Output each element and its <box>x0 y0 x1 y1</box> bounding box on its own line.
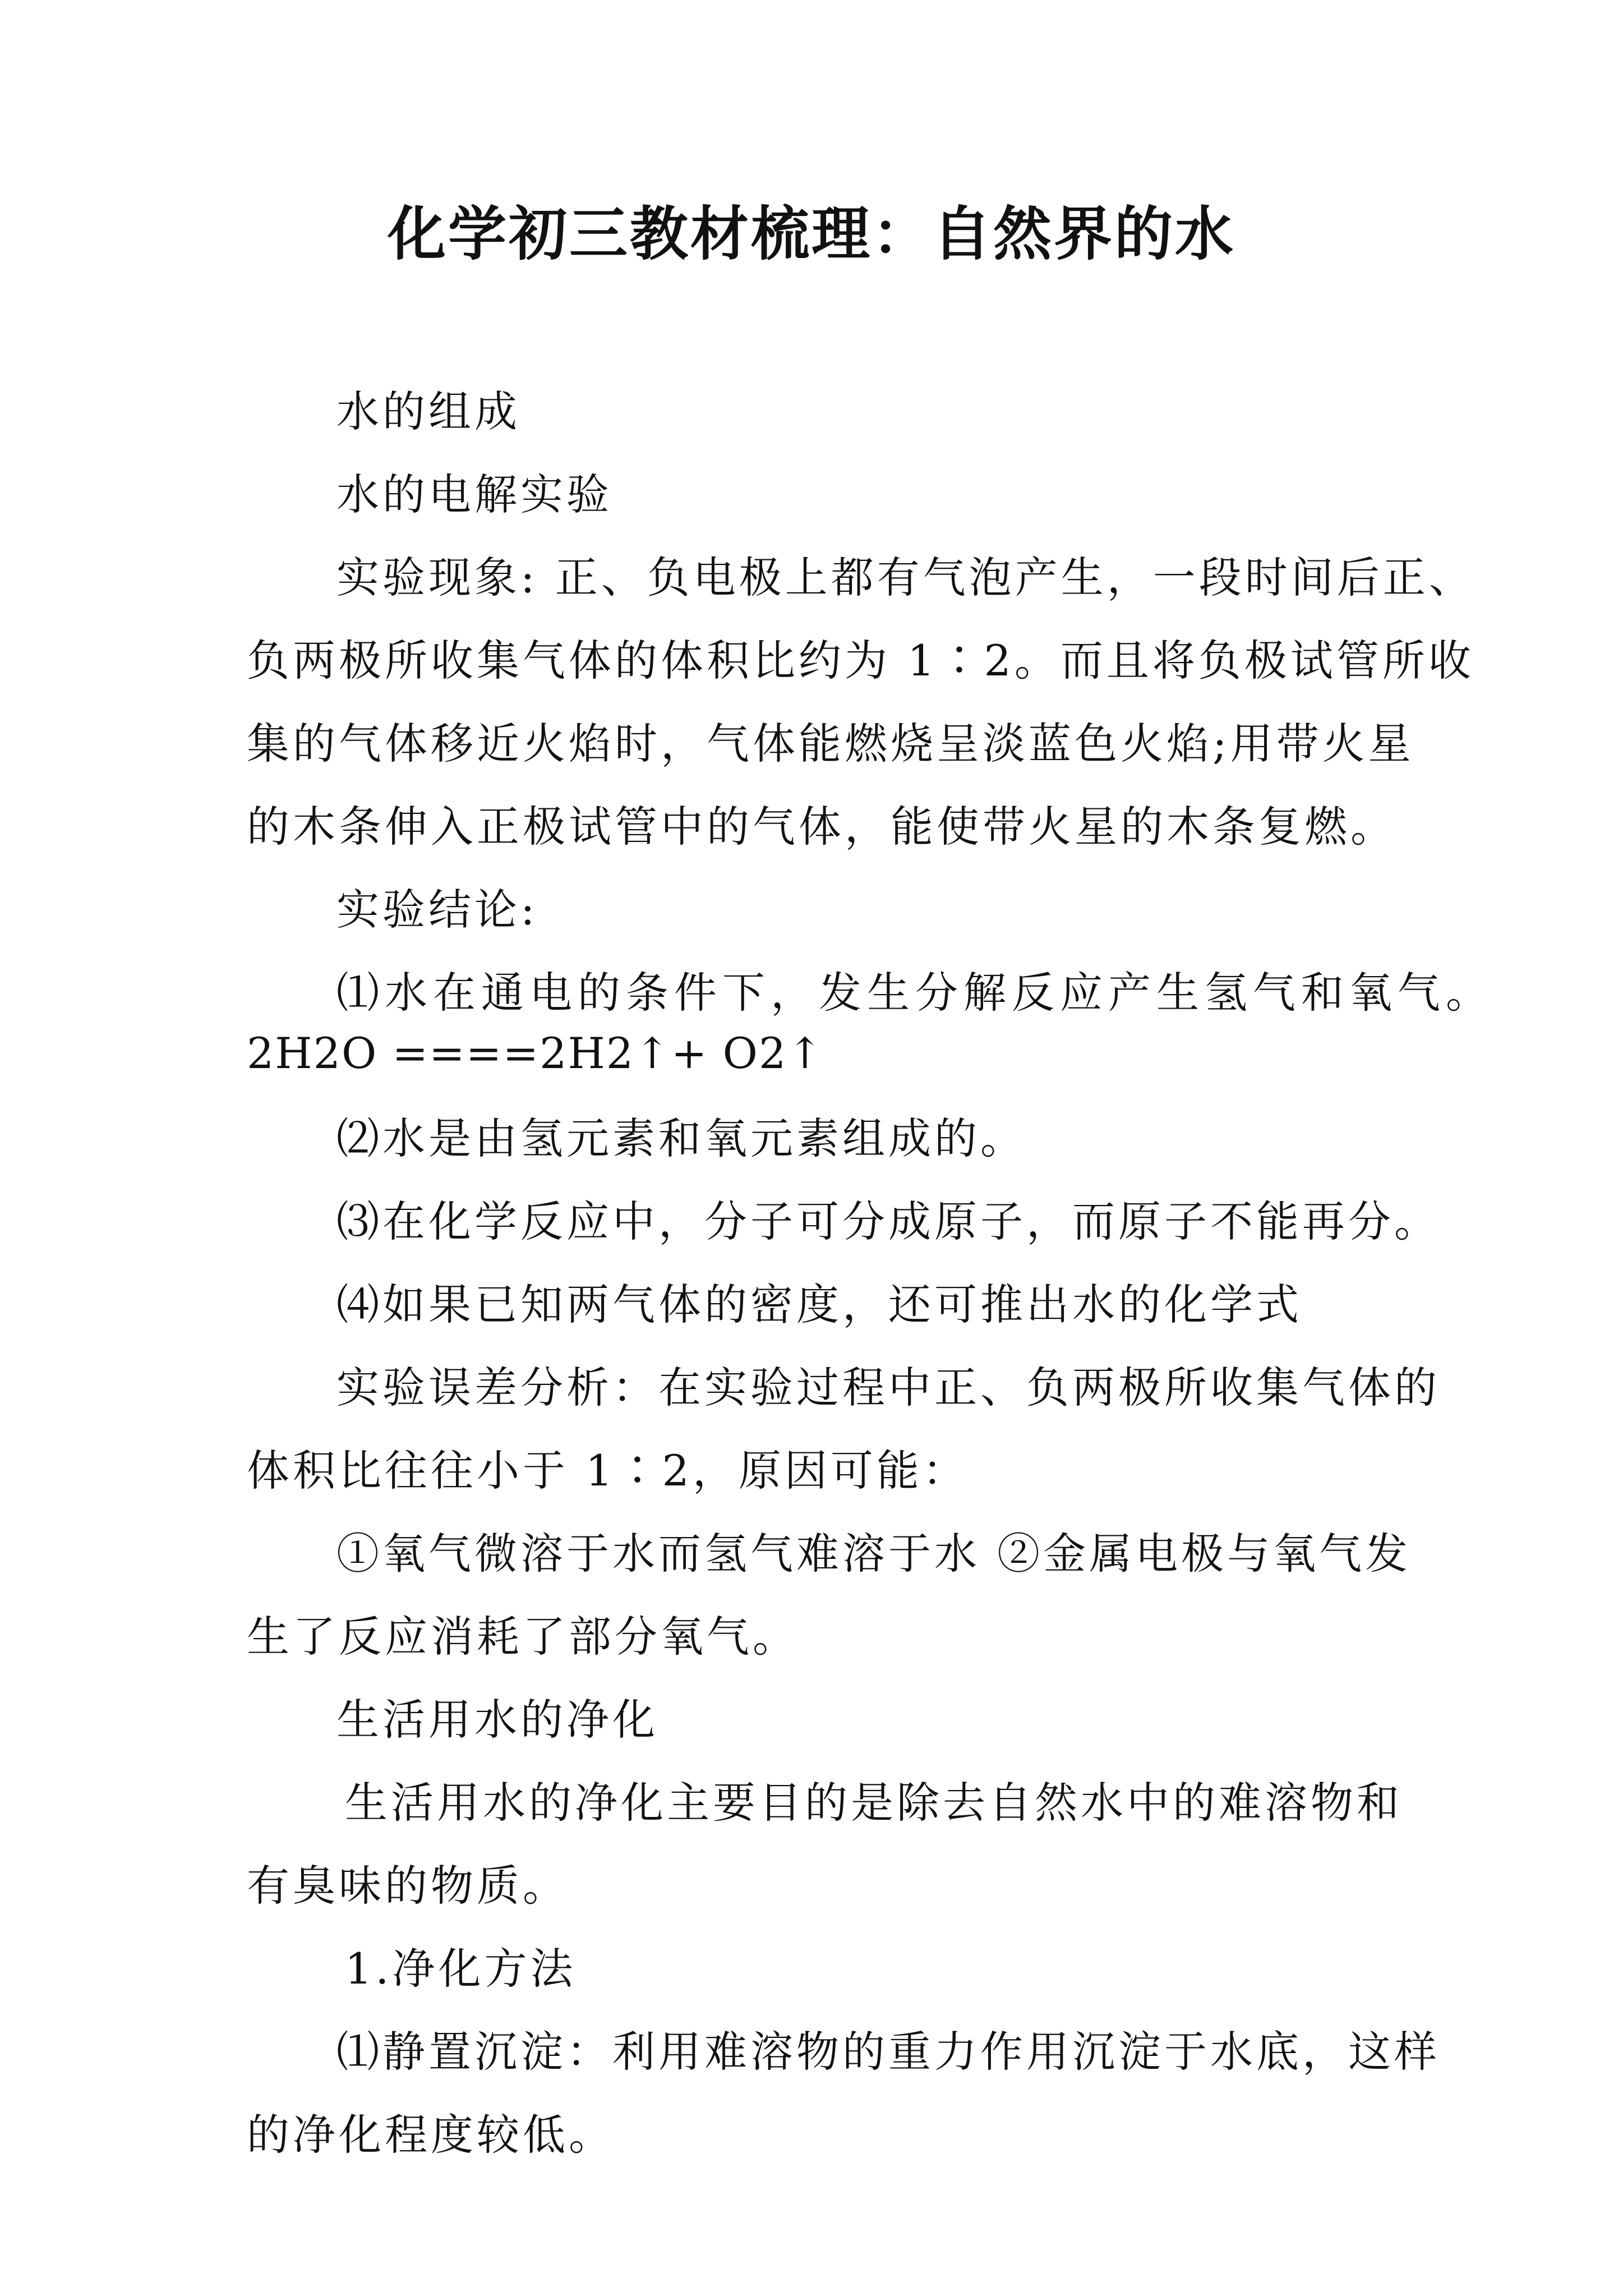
paragraph-line: ⑴静置沉淀：利用难溶物的重力作用沉淀于水底，这样 <box>336 2027 1440 2077</box>
paragraph-line: ⑵水是由氢元素和氧元素组成的。 <box>336 1114 1026 1163</box>
paragraph-line: 实验现象: 正、负电极上都有气泡产生，一段时间后正、 <box>336 553 1475 602</box>
chemical-equation: 2H2O ====2H2↑+ O2↑ <box>247 1028 824 1078</box>
paragraph-line: 生活用水的净化主要目的是除去自然水中的难溶物和 <box>345 1778 1403 1828</box>
heading-purification-methods: 1.净化方法 <box>345 1944 577 1994</box>
paragraph-line: 集的气体移近火焰时，气体能燃烧呈淡蓝色火焰;用带火星 <box>247 719 1414 769</box>
document-title: 化学初三教材梳理：自然界的水 <box>387 199 1235 268</box>
heading-water-composition: 水的组成 <box>336 386 520 436</box>
paragraph-line: 的木条伸入正极试管中的气体，能使带火星的木条复燃。 <box>247 802 1396 852</box>
heading-electrolysis-experiment: 水的电解实验 <box>336 470 612 519</box>
paragraph-line: 生了反应消耗了部分氧气。 <box>247 1612 799 1662</box>
paragraph-line: ⑴水在通电的条件下，发生分解反应产生氢气和氧气。 <box>336 968 1494 1018</box>
heading-domestic-water-purification: 生活用水的净化 <box>336 1695 658 1745</box>
paragraph-line: 体积比往往小于 1∶2，原因可能： <box>247 1446 969 1496</box>
paragraph-line: ①氧气微溶于水而氢气难溶于水 ②金属电极与氧气发 <box>336 1529 1412 1579</box>
paragraph-line: 有臭味的物质。 <box>247 1861 569 1911</box>
paragraph-line: ⑶在化学反应中，分子可分成原子，而原子不能再分。 <box>336 1197 1440 1246</box>
heading-experiment-conclusion: 实验结论: <box>336 885 538 935</box>
paragraph-line: 负两极所收集气体的体积比约为 1∶2。而且将负极试管所收 <box>247 636 1474 685</box>
paragraph-line: 实验误差分析：在实验过程中正、负两极所收集气体的 <box>336 1363 1440 1412</box>
paragraph-line: 的净化程度较低。 <box>247 2110 615 2160</box>
paragraph-line: ⑷如果已知两气体的密度，还可推出水的化学式 <box>336 1280 1302 1329</box>
